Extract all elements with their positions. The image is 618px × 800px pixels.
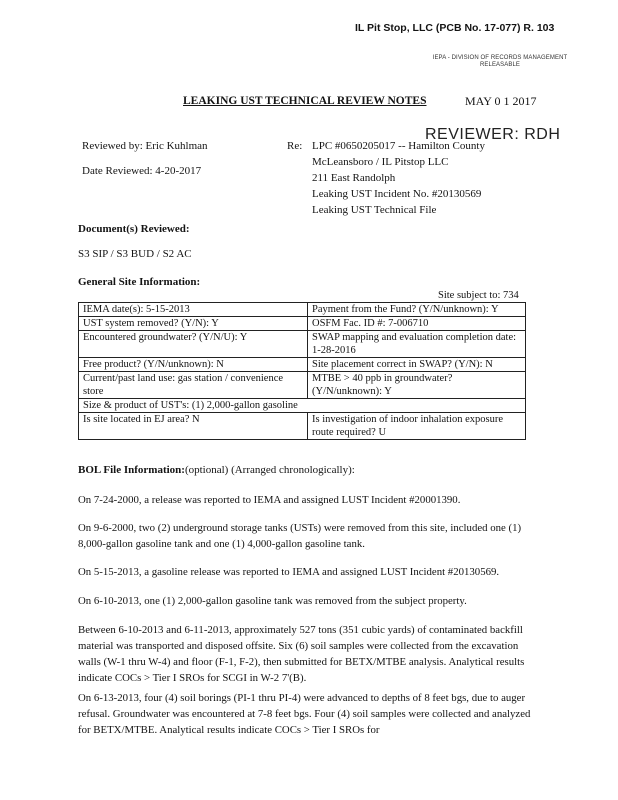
records-stamp [415,55,585,69]
page-title: LEAKING UST TECHNICAL REVIEW NOTES [183,95,427,107]
table-cell: Is site located in EJ area? N [79,413,308,440]
re-line: Leaking UST Technical File [312,204,437,216]
records-stamp-line2: RELEASABLE [479,62,521,68]
general-heading: General Site Information: [78,276,201,288]
table-row [79,303,526,317]
bol-heading-bold: BOL File Information: [78,464,185,476]
bol-paragraph: On 6-13-2013, four (4) soil borings (PI-1 thru PI-4) were advanced to depths of 8 feet bgs, due to auger refusal. Groundwater was encountered at 7-8 feet bgs. Four (4) soil samples were collected and analyzed for BETX/MTBE. Analytical results indicate COCs > Tier I SROs for [78,692,531,736]
date-stamp: MAY 0 1 2017 [465,94,537,108]
table-row [79,358,526,372]
table-cell: Free product? (Y/N/unknown): N [79,358,308,372]
table-row [79,399,526,413]
site-info-table [78,302,526,440]
documents-heading: Document(s) Reviewed: [78,223,190,235]
re-block [312,138,485,218]
bol-heading-rest: (optional) (Arranged chronologically): [184,464,355,476]
table-cell: Site placement correct in SWAP? (Y/N): N [308,358,526,372]
records-stamp-line1: IEPA - DIVISION OF RECORDS MANAGEMENT [432,55,568,61]
table-row [79,372,526,399]
pcb-reference: IL Pit Stop, LLC (PCB No. 17-077) R. 103 [355,22,555,34]
table-cell: UST system removed? (Y/N): Y [79,317,308,331]
table-cell: Current/past land use: gas station / convenience store [79,372,308,399]
site-subject: Site subject to: 734 [438,290,519,301]
bol-paragraph: On 6-10-2013, one (1) 2,000-gallon gasoline tank was removed from the subject property. [78,595,467,607]
bol-heading [78,462,355,478]
documents-list: S3 SIP / S3 BUD / S2 AC [78,248,192,260]
reviewed-by: Reviewed by: Eric Kuhlman [82,140,208,152]
re-label: Re: [287,140,303,152]
table-cell: SWAP mapping and evaluation completion date: 1-28-2016 [308,331,526,358]
table-row [79,413,526,440]
table-row [79,317,526,331]
table-cell: Payment from the Fund? (Y/N/unknown): Y [308,303,526,317]
table-cell: Is investigation of indoor inhalation exposure route required? U [308,413,526,440]
bol-paragraph: On 9-6-2000, two (2) underground storage tanks (USTs) were removed from this site, included one (1) 8,000-gallon gasoline tank and one (1) 4,000-gallon gasoline tank. [78,522,522,550]
bol-paragraph: Between 6-10-2013 and 6-11-2013, approximately 527 tons (351 cubic yards) of contaminated backfill material was transported and disposed offsite. Six (6) soil samples were collected from the excavation walls (W-1 thru W-4) and floor (F-1, F-2), then submitted for BETX/MTBE analysis. Analytical results indicate COCs > Tier I SROs for SCGI in W-2 7'(B). [78,624,525,684]
table-cell: MTBE > 40 ppb in groundwater? (Y/N/unknown): Y [308,372,526,399]
re-line: McLeansboro / IL Pitstop LLC [312,156,449,168]
re-line: Leaking UST Incident No. #20130569 [312,188,482,200]
table-cell: Size & product of UST's: (1) 2,000-gallon gasoline [79,399,526,413]
table-cell: Encountered groundwater? (Y/N/U): Y [79,331,308,358]
table-cell: IEMA date(s): 5-15-2013 [79,303,308,317]
bol-paragraph: On 7-24-2000, a release was reported to IEMA and assigned LUST Incident #20001390. [78,494,461,506]
table-row [79,331,526,358]
reviewer-stamp: REVIEWER: RDH [425,126,561,143]
table-cell: OSFM Fac. ID #: 7-006710 [308,317,526,331]
re-line: 211 East Randolph [312,172,396,184]
bol-paragraph: On 5-15-2013, a gasoline release was reported to IEMA and assigned LUST Incident #20130569. [78,566,500,578]
date-reviewed: Date Reviewed: 4-20-2017 [82,165,202,177]
re-line: LPC #0650205017 -- Hamilton County [312,140,485,152]
